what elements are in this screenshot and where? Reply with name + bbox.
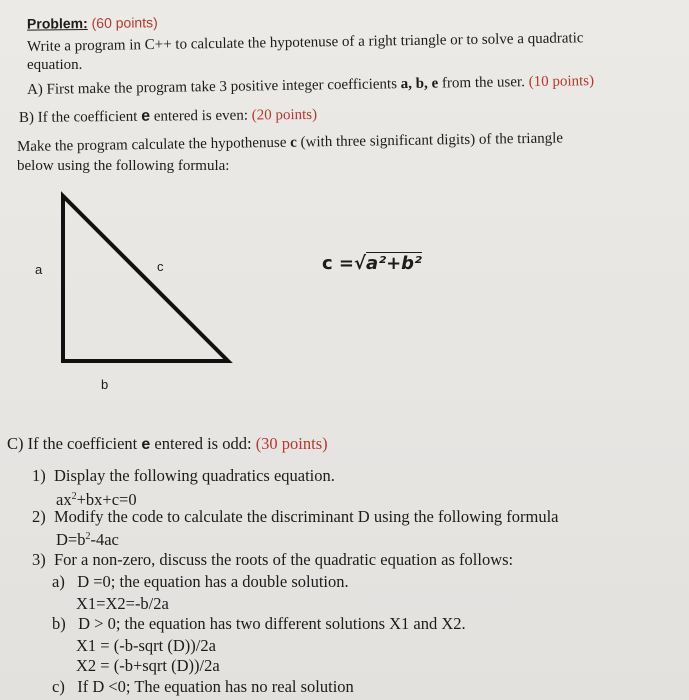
part-a-coeffs: a, b, xyxy=(400,75,428,93)
item-text: Modify the code to calculate the discriminant D using the following formula xyxy=(54,507,559,526)
part-c-points: (30 points) xyxy=(255,434,328,453)
eq2-part-b: -4ac xyxy=(90,530,119,549)
sub-text: If D <0; The equation has no real solution xyxy=(77,677,354,696)
list-item xyxy=(32,466,335,486)
list-item xyxy=(32,507,559,527)
item-text: For a non-zero, discuss the roots of the quadratic equation as follows: xyxy=(54,550,514,569)
part-a-text: A) First make the program take 3 positive integer coefficients xyxy=(26,76,398,98)
sub-number: a) xyxy=(52,572,65,591)
part-c-prefix: C) If the coefficient xyxy=(7,434,138,453)
intro-line-2: equation. xyxy=(27,57,83,73)
problem-header xyxy=(27,13,158,32)
sub-number: b) xyxy=(52,614,66,633)
item-number: 2) xyxy=(32,507,46,526)
sub-text: D > 0; the equation has two different solutions X1 and X2. xyxy=(78,614,466,633)
eq1-part-a: ax xyxy=(56,490,72,509)
part-b-line-2 xyxy=(17,129,563,156)
side-label-c: c xyxy=(157,259,164,274)
part-b-line2-b: (with three significant digits) of the triangle xyxy=(300,130,564,151)
part-b-line2-c: c xyxy=(290,134,297,151)
part-b-points: (20 points) xyxy=(251,106,318,124)
right-triangle-shape xyxy=(63,196,228,361)
eq2-sup: 2 xyxy=(85,531,91,542)
part-b-line2-a: Make the program calculate the hypothenuse xyxy=(16,134,287,155)
sub-text: D =0; the equation has a double solution. xyxy=(77,572,349,591)
part-c-suffix: entered is odd: xyxy=(154,434,252,453)
item-number: 3) xyxy=(32,550,46,569)
sub-b-formula-2: X2 = (-b+sqrt (D))/2a xyxy=(76,656,220,675)
formula-root-icon: √ xyxy=(354,253,367,274)
triangle-diagram xyxy=(30,185,270,405)
part-c-coeff: e xyxy=(141,436,151,453)
eq2-part-a: D=b xyxy=(56,530,86,549)
side-label-a: a xyxy=(35,262,43,277)
part-b-coeff: e xyxy=(141,107,151,125)
item-text: Display the following quadratics equation. xyxy=(54,466,335,485)
problem-label: Problem: xyxy=(26,15,88,32)
part-c-heading xyxy=(7,434,328,455)
item-number: 1) xyxy=(32,466,46,485)
formula-lhs: c = xyxy=(322,253,355,274)
list-item xyxy=(32,550,513,570)
part-a-points: (10 points) xyxy=(528,73,595,91)
part-b-suffix: entered is even: xyxy=(153,107,249,125)
sub-number: c) xyxy=(52,677,65,696)
part-a-tail: from the user. xyxy=(441,74,526,92)
hypotenuse-formula xyxy=(322,253,422,274)
part-b-prefix: B) If the coefficient xyxy=(18,108,138,126)
formula-rhs: a²+b² xyxy=(366,253,422,274)
sub-item-a xyxy=(52,572,349,592)
intro-line-1: Write a program in C++ to calculate the hypotenuse of a right triangle or to solve a quadratic xyxy=(26,30,584,55)
problem-points: (60 points) xyxy=(91,14,158,32)
eq1-sup: 2 xyxy=(71,491,77,502)
discriminant-formula xyxy=(56,527,119,550)
eq1-part-b: +bx+c=0 xyxy=(76,490,137,509)
part-a-coeff-e: e xyxy=(431,75,439,92)
sub-b-formula-1: X1 = (-b-sqrt (D))/2a xyxy=(76,636,216,655)
side-label-b: b xyxy=(101,377,109,392)
part-b-line-3: below using the following formula: xyxy=(17,158,230,174)
part-a xyxy=(27,72,594,99)
part-b-heading xyxy=(19,106,317,127)
sub-item-b xyxy=(52,614,466,634)
sub-a-formula: X1=X2=-b/2a xyxy=(76,594,169,613)
sub-item-c xyxy=(52,677,354,697)
